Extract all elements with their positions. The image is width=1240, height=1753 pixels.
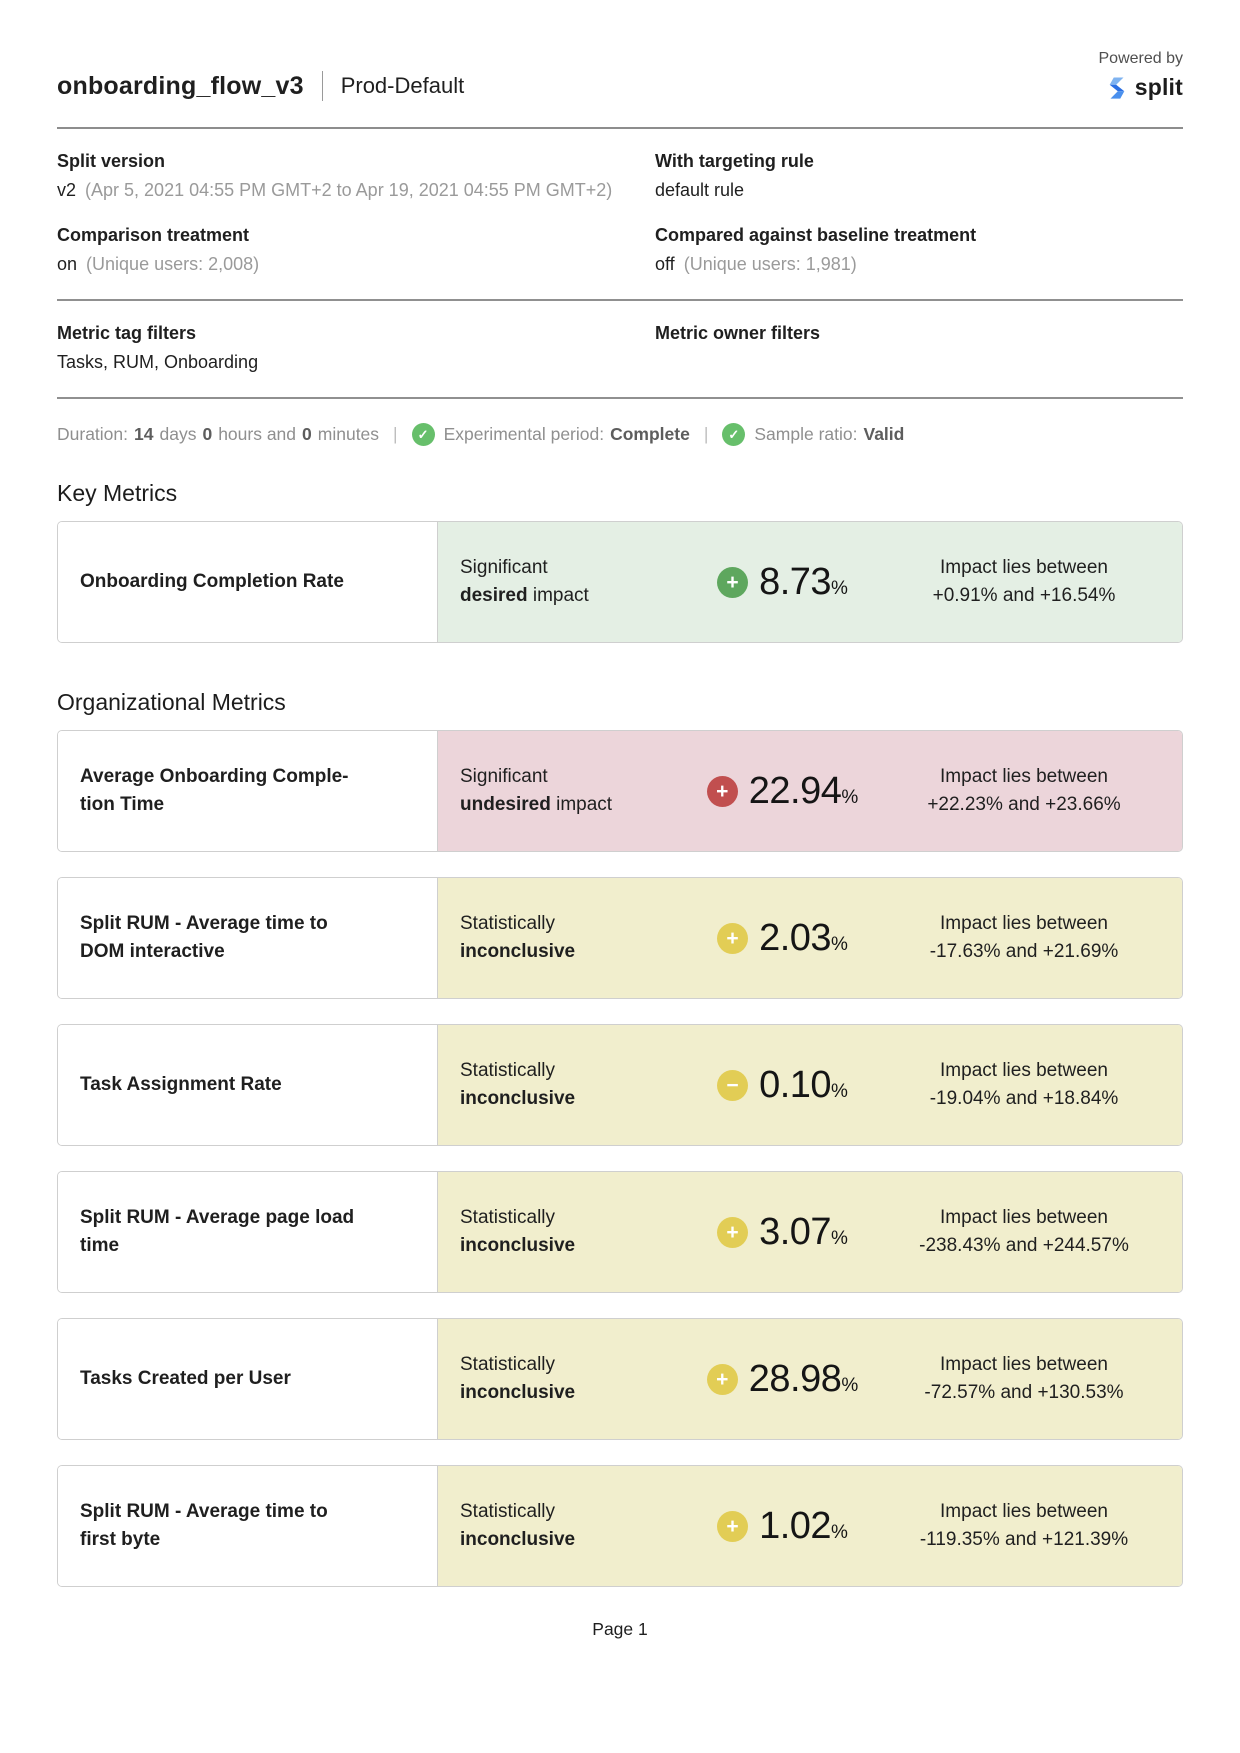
meta-value-note: (Unique users: 2,008) xyxy=(86,254,260,274)
ci-line1: Impact lies between xyxy=(940,1060,1108,1082)
plus-icon: + xyxy=(717,923,748,954)
metric-name xyxy=(58,522,438,642)
meta-filters-section xyxy=(57,301,1183,397)
status-line1: Statistically xyxy=(460,1207,556,1229)
status-bold: inconclusive xyxy=(460,1235,576,1256)
status-line2 xyxy=(460,1379,673,1407)
ci-line2: +0.91% and +16.54% xyxy=(932,585,1116,606)
key-metrics-heading: Key Metrics xyxy=(57,480,178,506)
meta-value-note: (Apr 5, 2021 04:55 PM GMT+2 to Apr 19, 2021 04:55 PM GMT+2) xyxy=(85,180,613,200)
check-icon: ✓ xyxy=(412,423,435,446)
impact-number xyxy=(759,1064,848,1107)
report-header xyxy=(57,50,1183,129)
minus-icon: − xyxy=(717,1070,748,1101)
metric-result xyxy=(438,522,1182,642)
meta-field-value xyxy=(57,352,655,373)
brand-block xyxy=(1099,50,1184,101)
metric-name xyxy=(58,731,438,851)
ci-line1: Impact lies between xyxy=(940,1501,1108,1523)
meta-field-comparison-treatment xyxy=(57,225,655,275)
status-line2 xyxy=(460,1085,673,1113)
plus-icon: + xyxy=(717,1511,748,1542)
status-bold: inconclusive xyxy=(460,1382,576,1403)
metric-card-rum-page-load-time xyxy=(57,1171,1183,1293)
impact-unit: % xyxy=(831,1080,848,1102)
plus-icon: + xyxy=(717,1217,748,1248)
meta-field-split-version xyxy=(57,151,655,201)
metric-name-label: Split RUM - Average page load time xyxy=(80,1207,355,1256)
impact-number xyxy=(759,561,848,604)
meta-field-owner-filters xyxy=(655,323,1183,373)
status-line2 xyxy=(460,1526,673,1554)
metric-name-label: Tasks Created per User xyxy=(80,1368,291,1390)
metric-result xyxy=(438,878,1182,998)
metric-name-label: Split RUM - Average time to DOM interactive xyxy=(80,913,328,962)
meta-value: default rule xyxy=(655,180,745,200)
meta-field-tag-filters xyxy=(57,323,655,373)
duration-label: Duration: xyxy=(57,424,129,444)
metric-result xyxy=(438,731,1182,851)
metric-name xyxy=(58,1025,438,1145)
title-row xyxy=(57,71,464,101)
impact-unit: % xyxy=(831,933,848,955)
brand-name: split xyxy=(1134,74,1183,100)
metric-status xyxy=(438,1204,673,1259)
metric-result xyxy=(438,1319,1182,1439)
duration-minutes-unit: minutes xyxy=(317,424,380,444)
metric-status xyxy=(438,1351,673,1406)
metric-impact xyxy=(673,1505,892,1548)
metric-card-task-assignment-rate xyxy=(57,1024,1183,1146)
ci-line2: -238.43% and +244.57% xyxy=(919,1235,1129,1256)
impact-value: 3.07 xyxy=(759,1210,832,1253)
ci-line2: +22.23% and +23.66% xyxy=(927,794,1121,815)
impact-number xyxy=(749,1358,859,1401)
impact-unit: % xyxy=(841,786,859,808)
org-metrics-heading: Organizational Metrics xyxy=(57,689,286,715)
confidence-interval xyxy=(892,910,1182,965)
metric-impact xyxy=(673,917,892,960)
impact-unit: % xyxy=(831,1227,848,1249)
plus-icon: + xyxy=(717,567,748,598)
metric-name-label: Split RUM - Average time to first byte xyxy=(80,1501,328,1550)
status-bold: desired xyxy=(460,585,528,606)
meta-field-value xyxy=(57,180,655,201)
meta-field-label: With targeting rule xyxy=(655,151,814,171)
status-line1: Statistically xyxy=(460,913,556,935)
ci-line2: -17.63% and +21.69% xyxy=(929,941,1119,962)
sample-ratio-value: Valid xyxy=(863,424,905,444)
metric-name xyxy=(58,1319,438,1439)
impact-value: 22.94 xyxy=(748,769,842,812)
status-bar xyxy=(57,399,1183,446)
meta-value: off xyxy=(655,254,675,274)
meta-field-label: Comparison treatment xyxy=(57,225,250,245)
impact-number xyxy=(749,770,859,813)
meta-field-label: Split version xyxy=(57,151,166,171)
confidence-interval xyxy=(892,763,1182,818)
metric-status xyxy=(438,910,673,965)
ci-line1: Impact lies between xyxy=(940,913,1108,935)
duration-hours-unit: hours and xyxy=(218,424,297,444)
impact-number xyxy=(759,917,848,960)
sample-ratio-label: Sample ratio: xyxy=(754,424,858,444)
plus-icon: + xyxy=(707,1364,738,1395)
status-line1: Statistically xyxy=(460,1501,556,1523)
metric-name-label: Onboarding Completion Rate xyxy=(80,571,344,593)
metric-result xyxy=(438,1172,1182,1292)
metric-card-rum-time-to-first-byte xyxy=(57,1465,1183,1587)
environment-name: Prod-Default xyxy=(340,73,465,98)
status-line2 xyxy=(460,1232,673,1260)
meta-field-value xyxy=(655,180,1183,201)
separator: | xyxy=(703,424,709,444)
meta-field-baseline-treatment xyxy=(655,225,1183,275)
metric-name xyxy=(58,1172,438,1292)
duration-days-unit: days xyxy=(159,424,197,444)
impact-unit: % xyxy=(831,1521,848,1543)
status-line2 xyxy=(460,938,673,966)
impact-value: 0.10 xyxy=(759,1063,832,1106)
impact-value: 8.73 xyxy=(759,560,832,603)
metric-card-tasks-created-per-user xyxy=(57,1318,1183,1440)
confidence-interval xyxy=(892,1204,1182,1259)
confidence-interval xyxy=(892,1351,1182,1406)
ci-line1: Impact lies between xyxy=(940,1207,1108,1229)
metric-impact xyxy=(673,1358,892,1401)
metric-impact xyxy=(673,1211,892,1254)
metric-card-rum-dom-interactive xyxy=(57,877,1183,999)
status-line1: Statistically xyxy=(460,1354,556,1376)
impact-unit: % xyxy=(841,1374,859,1396)
meta-value-note: (Unique users: 1,981) xyxy=(683,254,857,274)
status-bold: inconclusive xyxy=(460,1088,576,1109)
meta-value: on xyxy=(57,254,78,274)
status-line1: Significant xyxy=(460,766,548,788)
ci-line2: -19.04% and +18.84% xyxy=(929,1088,1119,1109)
plus-icon: + xyxy=(707,776,738,807)
metric-impact xyxy=(673,1064,892,1107)
brand-row xyxy=(1104,74,1183,101)
meta-value: Tasks, RUM, Onboarding xyxy=(57,352,259,372)
status-rest: impact xyxy=(527,585,589,606)
impact-unit: % xyxy=(831,577,848,599)
ci-line2: -119.35% and +121.39% xyxy=(919,1529,1129,1550)
impact-value: 1.02 xyxy=(759,1504,832,1547)
experimental-period-label: Experimental period: xyxy=(443,424,605,444)
metric-name xyxy=(58,878,438,998)
status-bold: inconclusive xyxy=(460,1529,576,1550)
metric-result xyxy=(438,1025,1182,1145)
status-bold: inconclusive xyxy=(460,941,576,962)
impact-number xyxy=(759,1211,848,1254)
impact-value: 2.03 xyxy=(759,916,832,959)
duration-days-value: 14 xyxy=(134,424,154,444)
metric-card-onboarding-completion-rate xyxy=(57,521,1183,643)
metric-status xyxy=(438,763,673,818)
metric-result xyxy=(438,1466,1182,1586)
split-logo-icon xyxy=(1104,75,1130,101)
page-number: Page 1 xyxy=(592,1619,648,1639)
separator: | xyxy=(393,424,398,444)
check-icon: ✓ xyxy=(722,423,745,446)
title-divider xyxy=(322,71,323,101)
ci-line1: Impact lies between xyxy=(940,766,1108,788)
metric-status xyxy=(438,1057,673,1112)
metric-name xyxy=(58,1466,438,1586)
meta-field-value xyxy=(655,254,1183,275)
status-rest: impact xyxy=(550,794,613,815)
confidence-interval xyxy=(892,1057,1182,1112)
meta-section xyxy=(57,129,1183,299)
meta-field-label: Metric tag filters xyxy=(57,323,197,343)
meta-field-label: Metric owner filters xyxy=(655,323,821,343)
experimental-period-value: Complete xyxy=(610,424,690,444)
powered-by-label: Powered by xyxy=(1098,50,1183,67)
meta-field-targeting-rule xyxy=(655,151,1183,201)
status-line2 xyxy=(460,582,673,610)
metric-impact xyxy=(673,770,892,813)
impact-number xyxy=(759,1505,848,1548)
metric-name-label: Task Assignment Rate xyxy=(80,1074,282,1096)
impact-value: 28.98 xyxy=(748,1357,842,1400)
confidence-interval xyxy=(892,554,1182,609)
metric-status xyxy=(438,1498,673,1553)
duration-hours-value: 0 xyxy=(202,424,213,444)
metric-name-label: Average Onboarding Completion Time xyxy=(80,766,349,815)
metric-status xyxy=(438,554,673,609)
experiment-name: onboarding_flow_v3 xyxy=(57,71,304,100)
ci-line2: -72.57% and +130.53% xyxy=(924,1382,1124,1403)
meta-field-label: Compared against baseline treatment xyxy=(655,225,977,245)
ci-line1: Impact lies between xyxy=(940,557,1108,579)
status-line2 xyxy=(460,791,673,819)
duration-minutes-value: 0 xyxy=(302,424,312,444)
meta-value: v2 xyxy=(57,180,77,200)
metric-impact xyxy=(673,561,892,604)
ci-line1: Impact lies between xyxy=(940,1354,1108,1376)
status-line1: Significant xyxy=(460,557,548,579)
status-bold: undesired xyxy=(460,794,551,815)
confidence-interval xyxy=(892,1498,1182,1553)
status-line1: Statistically xyxy=(460,1060,556,1082)
metric-card-avg-onboarding-completion-time xyxy=(57,730,1183,852)
meta-field-value xyxy=(57,254,655,275)
